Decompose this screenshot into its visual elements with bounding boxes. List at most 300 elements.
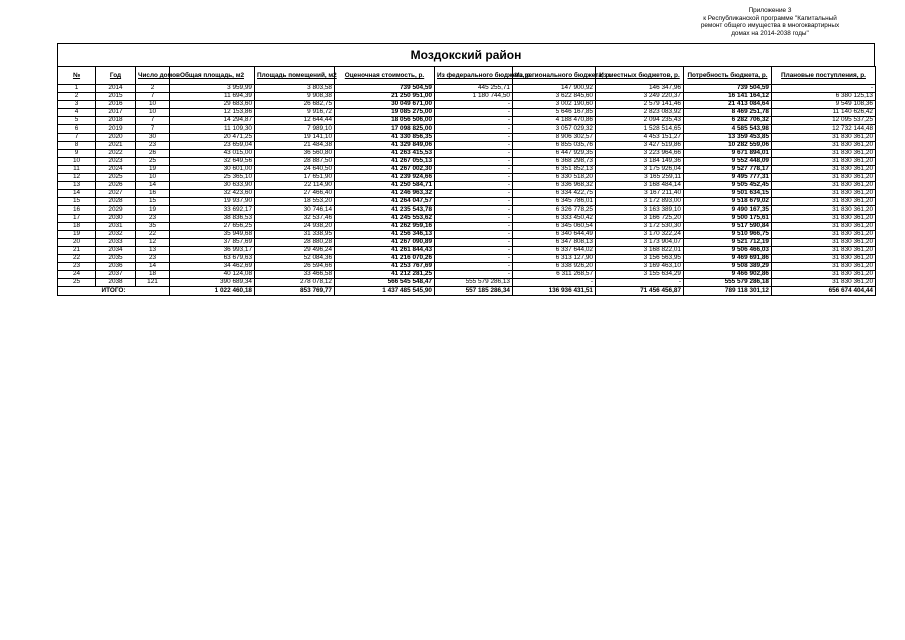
table-cell: 9 671 894,01 <box>684 149 772 157</box>
table-cell: 41 267 055,13 <box>335 157 435 165</box>
table-cell: 22 <box>136 230 170 238</box>
table-cell: 6 313 127,90 <box>513 254 596 262</box>
table-cell: 19 141,10 <box>255 133 335 141</box>
table-cell: 739 504,59 <box>684 85 772 93</box>
table-cell: 3 803,58 <box>255 85 335 93</box>
table-cell: 390 689,34 <box>170 279 255 287</box>
table-cell: 8 <box>58 141 96 149</box>
table-cell: - <box>435 246 513 254</box>
table-cell: 2028 <box>96 198 136 206</box>
table-cell: 3 163 389,10 <box>596 206 684 214</box>
table-cell: 9 501 634,15 <box>684 190 772 198</box>
table-cell: 19 <box>136 165 170 173</box>
table-cell: 2 579 141,46 <box>596 101 684 109</box>
table-cell: 14 <box>58 190 96 198</box>
table-cell: 6 380 125,13 <box>772 93 876 101</box>
table-cell: - <box>435 133 513 141</box>
table-cell: 2 823 083,92 <box>596 109 684 117</box>
table-cell: 3 249 220,37 <box>596 93 684 101</box>
table-cell: 2031 <box>96 222 136 230</box>
table-cell: 31 830 361,20 <box>772 157 876 165</box>
table-cell: 2027 <box>96 190 136 198</box>
table-cell: 21 250 951,00 <box>335 93 435 101</box>
table-cell: 31 338,95 <box>255 230 335 238</box>
table-cell: 17 <box>58 214 96 222</box>
header-row <box>58 67 876 85</box>
table-cell: 739 504,59 <box>335 85 435 93</box>
table-cell: 41 256 346,13 <box>335 230 435 238</box>
table-cell: 19 <box>58 230 96 238</box>
table-cell: 2025 <box>96 174 136 182</box>
table-cell: - <box>435 182 513 190</box>
table-cell: 30 049 671,00 <box>335 101 435 109</box>
total-cell: 557 185 286,34 <box>435 287 513 296</box>
table-cell: 2016 <box>96 101 136 109</box>
table-cell: 13 <box>136 246 170 254</box>
table-cell: 10 282 559,06 <box>684 141 772 149</box>
table-cell: 41 239 924,66 <box>335 174 435 182</box>
table-cell: 8 469 251,78 <box>684 109 772 117</box>
table-cell: 34 462,69 <box>170 263 255 271</box>
table-cell: 2 <box>58 93 96 101</box>
total-cell: 136 936 431,51 <box>513 287 596 296</box>
table-row <box>58 214 876 222</box>
total-cell: 853 769,77 <box>255 287 335 296</box>
header-planned-receipts: Плановые поступления, р. <box>772 67 876 85</box>
table-cell: 63 679,63 <box>170 254 255 262</box>
table-cell: 35 949,68 <box>170 230 255 238</box>
table-cell: 32 649,56 <box>170 157 255 165</box>
table-cell: 6 447 929,35 <box>513 149 596 157</box>
table-cell: 41 267 002,30 <box>335 165 435 173</box>
table-cell: 33 692,17 <box>170 206 255 214</box>
table-cell: 555 579 286,18 <box>684 279 772 287</box>
table-cell: 7 989,10 <box>255 125 335 133</box>
table-cell: 2030 <box>96 214 136 222</box>
table-cell: 28 880,28 <box>255 238 335 246</box>
table-cell: 9 469 691,86 <box>684 254 772 262</box>
table-cell: 41 264 047,57 <box>335 198 435 206</box>
table-cell: 9 490 167,35 <box>684 206 772 214</box>
table-cell: 31 830 361,20 <box>772 133 876 141</box>
table-cell: 3 166 725,20 <box>596 214 684 222</box>
table-cell: - <box>513 279 596 287</box>
table-cell: 41 250 584,71 <box>335 182 435 190</box>
table-cell: 24 938,20 <box>255 222 335 230</box>
table-cell: 41 329 849,06 <box>335 141 435 149</box>
table-cell: 31 830 361,20 <box>772 279 876 287</box>
table-cell: 12 <box>136 238 170 246</box>
table-cell: 1 528 514,65 <box>596 125 684 133</box>
table-cell: 2 <box>136 85 170 93</box>
table-cell: 9 508 389,29 <box>684 263 772 271</box>
table-cell: 41 235 543,78 <box>335 206 435 214</box>
table-cell: - <box>435 222 513 230</box>
table-cell: 31 830 361,20 <box>772 206 876 214</box>
table-cell: - <box>435 198 513 206</box>
table-cell: 445 255,71 <box>435 85 513 93</box>
table-cell: 11 <box>58 165 96 173</box>
table-cell: 6 345 060,54 <box>513 222 596 230</box>
table-cell: 14 294,87 <box>170 117 255 125</box>
table-cell: 31 830 361,20 <box>772 190 876 198</box>
table-cell: - <box>435 165 513 173</box>
table-cell: 24 640,50 <box>255 165 335 173</box>
table-cell: 31 830 361,20 <box>772 165 876 173</box>
district-title: Моздокский район <box>57 43 875 66</box>
table-cell: 3 002 190,60 <box>513 101 596 109</box>
table-cell: 12 095 537,25 <box>772 117 876 125</box>
table-cell: 25 <box>58 279 96 287</box>
table-cell: 33 466,58 <box>255 271 335 279</box>
table-cell: 4 453 151,27 <box>596 133 684 141</box>
table-cell: 7 <box>58 133 96 141</box>
table-cell: 26 594,66 <box>255 263 335 271</box>
table-cell: 6 368 298,73 <box>513 157 596 165</box>
table-row <box>58 133 876 141</box>
table-cell: 9 510 966,75 <box>684 230 772 238</box>
total-cell: 789 118 301,12 <box>684 287 772 296</box>
table-cell: 14 <box>136 263 170 271</box>
total-label: ИТОГО: <box>58 287 170 296</box>
table-cell: 35 <box>136 222 170 230</box>
table-cell: 23 <box>136 254 170 262</box>
table-cell: 9 521 712,19 <box>684 238 772 246</box>
table-cell: 2037 <box>96 271 136 279</box>
table-cell: 30 601,00 <box>170 165 255 173</box>
table-cell: 18 <box>136 271 170 279</box>
table-cell: 6 334 422,75 <box>513 190 596 198</box>
table-cell: 10 <box>136 174 170 182</box>
table-cell: 2026 <box>96 182 136 190</box>
table-cell: 19 937,90 <box>170 198 255 206</box>
table-cell: 23 659,04 <box>170 141 255 149</box>
table-cell: 6 282 706,32 <box>684 117 772 125</box>
table-cell: 9 916,72 <box>255 109 335 117</box>
table-cell: 2024 <box>96 165 136 173</box>
table-cell: 1 <box>58 85 96 93</box>
table-cell: - <box>435 238 513 246</box>
table-cell: 3 156 563,95 <box>596 254 684 262</box>
table-cell: - <box>435 174 513 182</box>
table-cell: - <box>435 271 513 279</box>
table-cell: 43 015,00 <box>170 149 255 157</box>
table-cell: 7 <box>136 117 170 125</box>
table-cell: 9 517 590,84 <box>684 222 772 230</box>
table-cell: 26 <box>136 149 170 157</box>
table-cell: 27 656,25 <box>170 222 255 230</box>
table-cell: 2022 <box>96 149 136 157</box>
header-year: Год <box>96 67 136 85</box>
table-cell: 3 175 926,04 <box>596 165 684 173</box>
table-cell: 41 245 553,62 <box>335 214 435 222</box>
table-cell: - <box>435 101 513 109</box>
table-cell: 6 340 644,49 <box>513 230 596 238</box>
table-cell: 6 345 786,01 <box>513 198 596 206</box>
appendix-line: домах на 2014-2038 годы" <box>731 29 809 37</box>
repair-schedule-table <box>57 66 876 296</box>
table-cell: 3 167 211,40 <box>596 190 684 198</box>
table-row <box>58 117 876 125</box>
table-cell: 3 427 519,86 <box>596 141 684 149</box>
table-cell: 16 <box>58 206 96 214</box>
table-cell: 18 <box>58 222 96 230</box>
table-cell: 9 552 448,09 <box>684 157 772 165</box>
table-cell: - <box>772 85 876 93</box>
table-cell: 25 <box>136 157 170 165</box>
table-cell: 3 173 904,07 <box>596 238 684 246</box>
table-cell: 38 836,53 <box>170 214 255 222</box>
table-cell: 10 <box>58 157 96 165</box>
table-cell: 5 646 167,85 <box>513 109 596 117</box>
header-total-area: Общая площадь, м2 <box>170 67 255 85</box>
table-cell: 19 085 275,00 <box>335 109 435 117</box>
table-cell: 13 359 453,85 <box>684 133 772 141</box>
table-cell: 3 057 029,32 <box>513 125 596 133</box>
table-row <box>58 206 876 214</box>
table-cell: 2014 <box>96 85 136 93</box>
table-cell: 41 246 963,32 <box>335 190 435 198</box>
table-cell: 31 830 361,20 <box>772 230 876 238</box>
table-cell: 7 <box>136 125 170 133</box>
table-cell: 121 <box>136 279 170 287</box>
table-cell: 15 <box>136 198 170 206</box>
table-cell: 9 <box>58 149 96 157</box>
table-cell: 37 857,69 <box>170 238 255 246</box>
table-cell: - <box>435 149 513 157</box>
table-cell: 31 830 361,20 <box>772 141 876 149</box>
table-cell: 29 496,24 <box>255 246 335 254</box>
table-cell: 23 <box>136 141 170 149</box>
table-cell: 2020 <box>96 133 136 141</box>
table-cell: 16 141 164,12 <box>684 93 772 101</box>
table-cell: 2033 <box>96 238 136 246</box>
table-cell: 2018 <box>96 117 136 125</box>
table-cell: 52 084,36 <box>255 254 335 262</box>
header-regional-budget: Из регионального бюджета, р. <box>513 67 596 85</box>
table-cell: 18 553,20 <box>255 198 335 206</box>
table-cell: 9 518 679,02 <box>684 198 772 206</box>
table-row <box>58 125 876 133</box>
table-cell: 12 153,86 <box>170 109 255 117</box>
table-cell: 7 <box>136 93 170 101</box>
table-cell: 41 212 281,25 <box>335 271 435 279</box>
table-cell: 41 261 844,43 <box>335 246 435 254</box>
table-cell: 12 <box>58 174 96 182</box>
table-body <box>58 85 876 287</box>
table-cell: 2032 <box>96 230 136 238</box>
table-cell: 146 347,96 <box>596 85 684 93</box>
table-cell: 40 124,08 <box>170 271 255 279</box>
table-cell: - <box>435 214 513 222</box>
table-cell: 25 365,10 <box>170 174 255 182</box>
table-cell: 4 585 543,98 <box>684 125 772 133</box>
appendix-line: ремонт общего имущества в многоквартирных <box>700 22 840 30</box>
table-cell: - <box>435 157 513 165</box>
table-cell: 41 267 090,89 <box>335 238 435 246</box>
table-cell: 11 694,39 <box>170 93 255 101</box>
table-cell: 2038 <box>96 279 136 287</box>
table-cell: 31 830 361,20 <box>772 149 876 157</box>
table-cell: 32 423,60 <box>170 190 255 198</box>
table-cell: 23 <box>58 263 96 271</box>
table-cell: 20 471,25 <box>170 133 255 141</box>
district-sheet <box>57 43 875 296</box>
table-cell: - <box>435 263 513 271</box>
table-cell: 30 633,90 <box>170 182 255 190</box>
appendix-note <box>675 7 865 37</box>
table-cell: 23 <box>136 214 170 222</box>
table-cell: 6 336 968,32 <box>513 182 596 190</box>
appendix-line: к Республиканской программе "Капитальный <box>703 14 837 22</box>
table-cell: 31 830 361,20 <box>772 246 876 254</box>
table-cell: 31 830 361,20 <box>772 254 876 262</box>
table-cell: 9 908,38 <box>255 93 335 101</box>
table-cell: 2036 <box>96 263 136 271</box>
table-cell: 31 830 361,20 <box>772 263 876 271</box>
table-cell: - <box>435 117 513 125</box>
table-cell: 31 830 361,20 <box>772 174 876 182</box>
header-budget-need: Потребность бюджета, р. <box>684 67 772 85</box>
table-cell: 20 <box>58 238 96 246</box>
table-cell: 22 <box>58 254 96 262</box>
table-cell: 6 337 644,02 <box>513 246 596 254</box>
table-cell: 31 830 361,20 <box>772 222 876 230</box>
table-cell: 3 172 893,00 <box>596 198 684 206</box>
table-cell: 3 622 845,60 <box>513 93 596 101</box>
table-cell: 41 263 415,53 <box>335 149 435 157</box>
table-cell: 13 <box>58 182 96 190</box>
table-cell: 6 333 450,42 <box>513 214 596 222</box>
header-federal-budget: Из федерального бюджета, р. <box>435 67 513 85</box>
header-premises-area: Площадь помещений, м2 <box>255 67 335 85</box>
table-cell: 2035 <box>96 254 136 262</box>
table-cell: 6 347 808,13 <box>513 238 596 246</box>
header-estimated-cost: Оценочная стоимость, р. <box>335 67 435 85</box>
table-cell: 3 <box>58 101 96 109</box>
table-cell: 5 <box>58 117 96 125</box>
table-cell: 3 170 322,24 <box>596 230 684 238</box>
table-cell: 8 906 302,57 <box>513 133 596 141</box>
appendix-line: Приложение 3 <box>748 7 792 14</box>
table-cell: 21 413 084,64 <box>684 101 772 109</box>
header-number: № <box>58 67 96 85</box>
table-cell: 9 505 452,45 <box>684 182 772 190</box>
table-cell: 31 830 361,20 <box>772 214 876 222</box>
table-cell: 27 466,40 <box>255 190 335 198</box>
table-cell: 36 560,80 <box>255 149 335 157</box>
table-cell: 28 887,50 <box>255 157 335 165</box>
table-cell: 9 495 777,31 <box>684 174 772 182</box>
table-cell: 41 216 070,26 <box>335 254 435 262</box>
table-cell: 3 223 964,66 <box>596 149 684 157</box>
table-cell: 3 184 149,36 <box>596 157 684 165</box>
table-cell: - <box>435 109 513 117</box>
table-cell: - <box>435 230 513 238</box>
table-cell: 6 <box>58 125 96 133</box>
table-cell: 41 262 959,16 <box>335 222 435 230</box>
table-cell: 30 <box>136 133 170 141</box>
total-row <box>58 287 876 296</box>
table-cell: 1 180 744,50 <box>435 93 513 101</box>
table-cell: 3 172 530,30 <box>596 222 684 230</box>
table-cell: 31 830 361,20 <box>772 198 876 206</box>
table-cell: 9 549 108,36 <box>772 101 876 109</box>
table-cell: 2034 <box>96 246 136 254</box>
table-cell: 31 830 361,20 <box>772 271 876 279</box>
table-cell: 12 732 144,48 <box>772 125 876 133</box>
table-cell: - <box>435 125 513 133</box>
table-cell: 17 651,90 <box>255 174 335 182</box>
table-row <box>58 222 876 230</box>
table-cell: 4 188 470,86 <box>513 117 596 125</box>
table-cell: 2017 <box>96 109 136 117</box>
table-row <box>58 198 876 206</box>
table-cell: 2029 <box>96 206 136 214</box>
table-cell: 22 114,90 <box>255 182 335 190</box>
table-cell: 15 <box>58 198 96 206</box>
table-cell: 6 351 852,13 <box>513 165 596 173</box>
table-cell: - <box>596 279 684 287</box>
table-cell: 6 326 778,25 <box>513 206 596 214</box>
table-cell: 3 165 259,11 <box>596 174 684 182</box>
table-cell: 31 830 361,20 <box>772 182 876 190</box>
table-cell: 2023 <box>96 157 136 165</box>
table-cell: 2019 <box>96 125 136 133</box>
table-cell: 3 155 634,29 <box>596 271 684 279</box>
table-cell: 6 330 518,20 <box>513 174 596 182</box>
table-cell: 41 253 767,69 <box>335 263 435 271</box>
table-cell: 31 830 361,20 <box>772 238 876 246</box>
table-cell: 30 746,14 <box>255 206 335 214</box>
table-cell: 3 168 484,14 <box>596 182 684 190</box>
table-cell: 24 <box>58 271 96 279</box>
table-cell: - <box>435 254 513 262</box>
table-cell: 6 855 035,76 <box>513 141 596 149</box>
table-cell: 41 330 856,35 <box>335 133 435 141</box>
total-cell: 71 456 456,87 <box>596 287 684 296</box>
table-cell: 18 056 506,00 <box>335 117 435 125</box>
table-cell: 10 <box>136 101 170 109</box>
table-cell: 3 959,99 <box>170 85 255 93</box>
table-cell: 36 993,17 <box>170 246 255 254</box>
table-cell: 278 078,12 <box>255 279 335 287</box>
header-local-budget: Из местных бюджетов, р. <box>596 67 684 85</box>
table-cell: 11 140 626,42 <box>772 109 876 117</box>
header-houses: Число домов <box>136 67 170 85</box>
table-cell: 9 527 778,17 <box>684 165 772 173</box>
table-cell: - <box>435 141 513 149</box>
table-cell: 2 094 235,43 <box>596 117 684 125</box>
table-cell: 2015 <box>96 93 136 101</box>
table-cell: 26 682,75 <box>255 101 335 109</box>
table-cell: 6 311 268,57 <box>513 271 596 279</box>
table-cell: 19 <box>136 206 170 214</box>
table-cell: 11 109,30 <box>170 125 255 133</box>
table-cell: 9 500 175,61 <box>684 214 772 222</box>
table-cell: - <box>435 190 513 198</box>
table-cell: 3 169 463,10 <box>596 263 684 271</box>
table-cell: 10 <box>136 109 170 117</box>
table-row <box>58 279 876 287</box>
table-cell: 32 537,46 <box>255 214 335 222</box>
table-cell: 21 484,38 <box>255 141 335 149</box>
table-cell: 6 338 926,20 <box>513 263 596 271</box>
table-cell: 3 168 822,01 <box>596 246 684 254</box>
table-cell: 4 <box>58 109 96 117</box>
table-cell: 9 466 902,86 <box>684 271 772 279</box>
total-cell: 656 674 404,44 <box>772 287 876 296</box>
